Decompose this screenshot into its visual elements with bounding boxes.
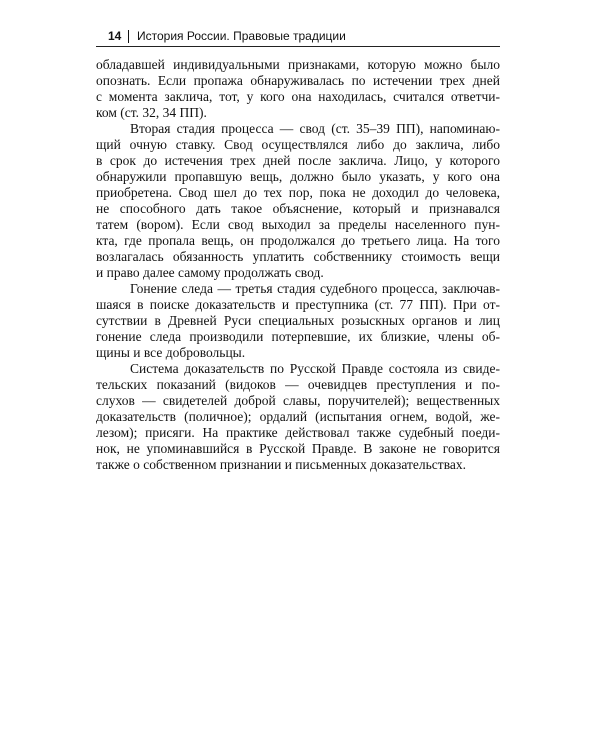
text-line: щий очную ставку. Свод осуществлялся либо до заклича, либо (96, 137, 500, 152)
text-line: не способного дать такое объяснение, который и признавался (96, 201, 500, 216)
text-line: также о собственном признании и письменных доказательствах. (96, 457, 467, 472)
text-line: Гонение следа — третья стадия судебного процесса, заключав- (130, 281, 500, 296)
text-line: обнаружили пропавшую вещь, должно было указать, у кого она (96, 169, 500, 184)
text-line: татем (вором). Если свод выходил за пределы населенного пун- (96, 217, 500, 232)
header-rule (96, 46, 500, 47)
text-line: опознать. Если пропажа обнаруживалась по истечении трех дней (96, 73, 500, 88)
text-line: доказательств (поличное); ордалий (испытания огнем, водой, же- (96, 409, 500, 424)
text-line: Вторая стадия процесса — свод (ст. 35–39 ПП), напоминаю- (130, 121, 500, 136)
text-line: тельских показаний (видоков — очевидцев преступления и по- (96, 377, 500, 392)
text-line: сутствии в Древней Руси специальных розыскных органов и лиц (96, 313, 500, 328)
text-line: обладавшей индивидуальными признаками, которую можно было (96, 57, 500, 72)
text-line: щины и все добровольцы. (96, 345, 246, 360)
text-line: гонение следа производили потерпевшие, их близкие, члены об- (96, 329, 500, 344)
running-header (96, 27, 500, 45)
page-number: 14 (108, 29, 122, 43)
paragraph-1 (96, 57, 500, 121)
header-separator (128, 30, 129, 43)
text-line: шаяся в поиске доказательств и преступника (ст. 77 ПП). При от- (96, 297, 500, 312)
paragraph-3 (96, 281, 500, 361)
paragraph-2 (96, 121, 500, 281)
text-line: ком (ст. 32, 34 ПП). (96, 105, 207, 120)
text-line: лезом); присяги. На практике действовал также судебный поеди- (96, 425, 500, 440)
text-line: возлагалась обязанность уплатить собственнику стоимость вещи (96, 249, 500, 264)
text-line: с момента заклича, тот, у кого она находилась, считался ответчи- (96, 89, 500, 104)
body-text (96, 57, 500, 473)
text-line: и право далее самому продолжать свод. (96, 265, 324, 280)
text-line: слухов — свидетелей доброй славы, поручителей); вещественных (96, 393, 500, 408)
text-line: Система доказательств по Русской Правде состояла из свиде- (130, 361, 500, 376)
text-line: в срок до истечения трех дней после заклича. Лицо, у которого (96, 153, 500, 168)
paragraph-4 (96, 361, 500, 473)
text-line: кта, где пропала вещь, он продолжался до третьего лица. На того (96, 233, 500, 248)
text-line: нок, не упоминавшийся в Русской Правде. В законе не говорится (96, 441, 500, 456)
text-line: приобретена. Свод шел до тех пор, пока не доходил до человека, (96, 185, 500, 200)
running-title: История России. Правовые традиции (137, 29, 346, 43)
